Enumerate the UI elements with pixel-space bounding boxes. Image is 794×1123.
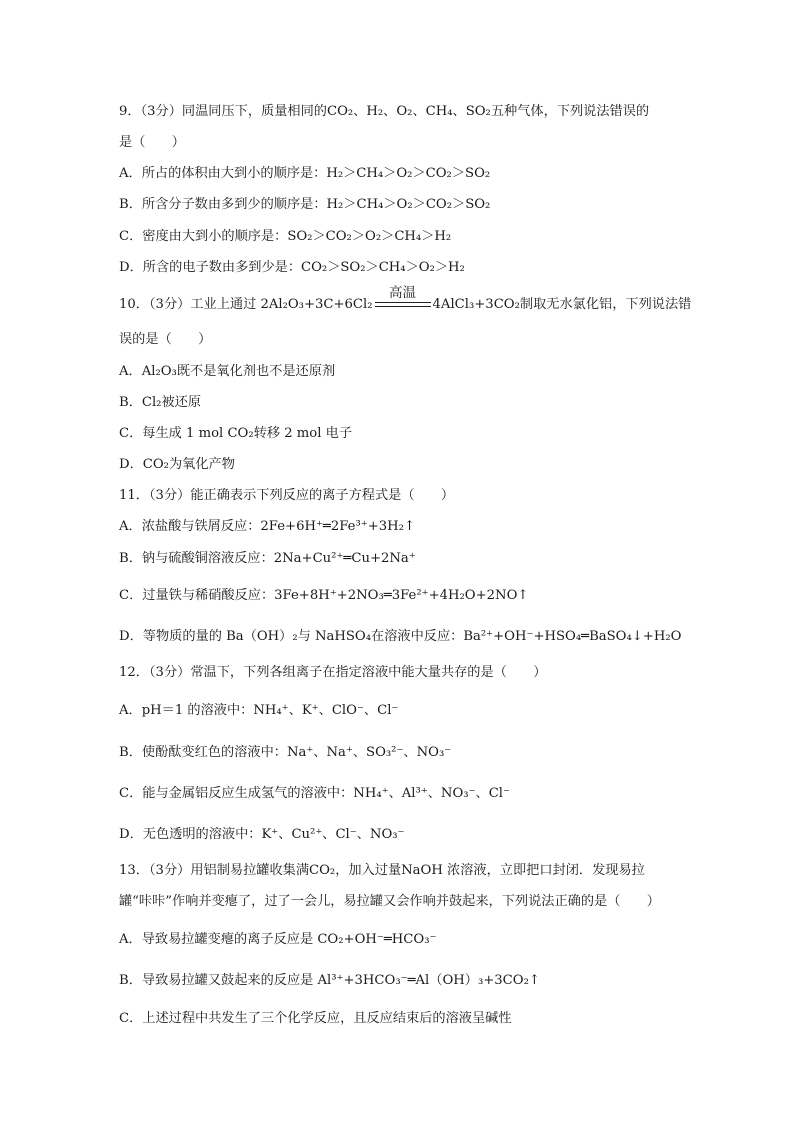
q10-stem-line2: 误的是（ ） xyxy=(119,332,212,347)
q11-option-a: A．浓盐酸与铁屑反应：2Fe+6H⁺═2Fe³⁺+3H₂↑ xyxy=(119,519,416,534)
q12-option-a: A．pH＝1 的溶液中：NH₄⁺、K⁺、ClO⁻、Cl⁻ xyxy=(119,703,399,718)
q12-option-d: D．无色透明的溶液中：K⁺、Cu²⁺、Cl⁻、NO₃⁻ xyxy=(119,827,405,842)
q11-option-b: B．钠与硫酸铜溶液反应：2Na+Cu²⁺═Cu+2Na⁺ xyxy=(119,551,416,566)
q10-option-d: D．CO₂为氧化产物 xyxy=(119,457,235,472)
q9-stem-line1: 9．（3分）同温同压下，质量相同的CO₂、H₂、O₂、CH₄、SO₂五种气体，下列说法错误的 xyxy=(119,104,650,119)
q10-stem-line1 xyxy=(119,284,692,314)
q12-option-c: C．能与金属铝反应生成氢气的溶液中：NH₄⁺、Al³⁺、NO₃⁻、Cl⁻ xyxy=(119,786,510,801)
q10-stem-prefix: 10．（3分）工业上通过 2Al₂O₃+3C+6Cl₂ xyxy=(119,297,373,312)
reaction-arrow xyxy=(375,284,431,312)
q13-option-a: A．导致易拉罐变瘪的离子反应是 CO₂+OH⁻═HCO₃⁻ xyxy=(119,932,437,947)
q9-option-d: D．所含的电子数由多到少是：CO₂＞SO₂＞CH₄＞O₂＞H₂ xyxy=(119,260,465,275)
q10-option-c: C．每生成 1 mol CO₂转移 2 mol 电子 xyxy=(119,426,353,441)
q9-stem-line2: 是（ ） xyxy=(119,135,185,150)
q10-option-b: B．Cl₂被还原 xyxy=(119,395,202,410)
reaction-condition: 高温 xyxy=(389,284,417,301)
q13-option-c: C．上述过程中共发生了三个化学反应，且反应结束后的溶液呈碱性 xyxy=(119,1011,512,1026)
q11-option-c: C．过量铁与稀硝酸反应：3Fe+8H⁺+2NO₃═3Fe²⁺+4H₂O+2NO↑ xyxy=(119,588,529,603)
q11-stem-line1: 11．（3分）能正确表示下列反应的离子方程式是（ ） xyxy=(119,488,455,503)
q10-stem-suffix: 4AlCl₃+3CO₂制取无水氯化铝，下列说法错 xyxy=(432,297,692,312)
q13-option-b: B．导致易拉罐又鼓起来的反应是 Al³⁺+3HCO₃⁻═Al（OH）₃+3CO₂↑ xyxy=(119,973,540,988)
q11-option-d: D．等物质的量的 Ba（OH）₂与 NaHSO₄在溶液中反应：Ba²⁺+OH⁻+HSO₄═BaSO₄↓+H₂O xyxy=(119,629,682,644)
q9-option-b: B．所含分子数由多到少的顺序是：H₂＞CH₄＞O₂＞CO₂＞SO₂ xyxy=(119,197,491,212)
q9-option-c: C．密度由大到小的顺序是：SO₂＞CO₂＞O₂＞CH₄＞H₂ xyxy=(119,229,452,244)
q10-option-a: A．Al₂O₃既不是氧化剂也不是还原剂 xyxy=(119,364,336,379)
q12-option-b: B．使酚酞变红色的溶液中：Na⁺、Na⁺、SO₃²⁻、NO₃⁻ xyxy=(119,745,452,760)
q13-stem-line2: 罐“咔咔”作响并变瘪了，过了一会儿，易拉罐又会作响并鼓起来，下列说法正确的是（ ） xyxy=(119,894,660,909)
q12-stem-line1: 12．（3分）常温下，下列各组离子在指定溶液中能大量共存的是（ ） xyxy=(119,665,547,680)
q13-stem-line1: 13．（3分）用铝制易拉罐收集满CO₂，加入过量NaOH 浓溶液，立即把口封闭．发现易拉 xyxy=(119,863,645,878)
q9-option-a: A．所占的体积由大到小的顺序是：H₂＞CH₄＞O₂＞CO₂＞SO₂ xyxy=(119,166,491,181)
